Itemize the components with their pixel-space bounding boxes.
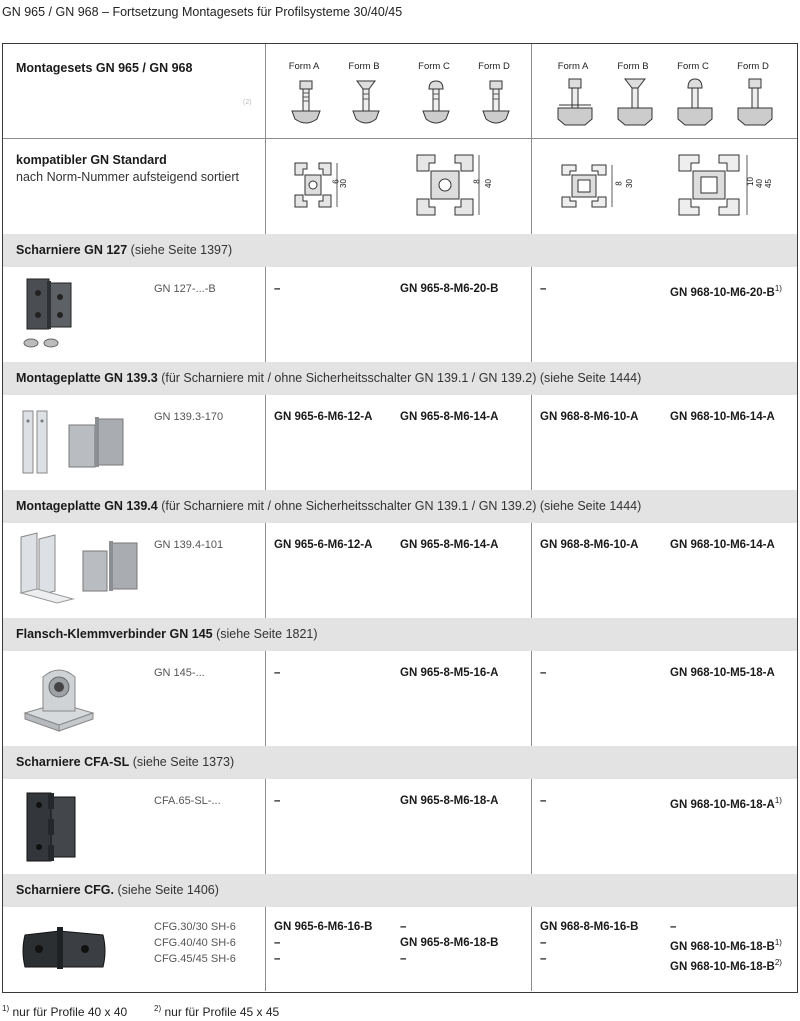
profile-30-slot8-dim-8: 8 <box>614 181 624 186</box>
header-title: Montagesets GN 965 / GN 968 <box>16 61 193 75</box>
form-d-label-968: Form D <box>737 61 769 72</box>
compat-title: kompatibler GN Standard <box>16 153 167 167</box>
gn968-10-code: GN 968-10-M6-14-A <box>670 539 775 551</box>
code-line: GN 968-8-M6-16-B <box>540 921 639 933</box>
gn965-6-code: – <box>274 667 281 679</box>
code-line: GN $968-10-M6-18-B^{1)}$ <box>670 938 782 953</box>
gn965-6-code: – <box>274 283 281 295</box>
form-b-bolt-icon <box>349 79 383 129</box>
gn968-8-code: GN 968-8-M6-10-A <box>540 411 639 423</box>
code-line: – <box>670 921 677 933</box>
form-b-label-968: Form B <box>617 61 649 72</box>
gn968-10-code: GN $968-10-M6-20-B^{1)}$ <box>670 284 782 299</box>
gn965-6-codes <box>274 919 372 967</box>
footnote-mark: 2) <box>154 1004 162 1013</box>
gn968-10-code: GN 968-10-M6-14-A <box>670 411 775 423</box>
gn968-8-code: – <box>540 283 547 295</box>
hinge-image <box>19 917 109 977</box>
compat-subtitle: nach Norm-Nummer aufsteigend sortiert <box>16 170 239 184</box>
article-number: GN 127-...-B <box>154 283 216 295</box>
section-body-cfa-sl <box>3 779 797 873</box>
section-body-cfg <box>3 907 797 991</box>
form-c-tslot-bolt-icon <box>675 77 715 129</box>
header-forms-row <box>3 44 797 138</box>
section-title: Scharniere CFG. <box>16 883 114 897</box>
gn965-8-code: GN 965-8-M6-14-A <box>400 539 499 551</box>
section-note: (für Scharniere mit / ohne Sicherheitsschalter GN 139.1 / GN 139.2) (siehe Seite 1444) <box>161 371 642 385</box>
gn965-8-code: GN 965-8-M5-16-A <box>400 667 499 679</box>
article-numbers <box>154 919 236 967</box>
article-number: CFG.30/30 SH-6 <box>154 921 236 933</box>
footnote-text: nur für Profile 45 x 45 <box>164 1005 280 1019</box>
footnote-ref: 1) <box>774 284 782 293</box>
form-a-bolt-icon <box>289 79 323 129</box>
footnote-ref: 1) <box>774 796 782 805</box>
form-a-tslot-bolt-icon <box>555 77 595 129</box>
profile-45-dim-40: 40 <box>754 179 764 188</box>
section-note: (siehe Seite 1373) <box>132 755 235 769</box>
code-line: – <box>540 937 547 949</box>
gn968-10-codes <box>670 919 782 975</box>
gn965-6-code: GN 965-6-M6-12-A <box>274 539 373 551</box>
form-d-bolt-icon <box>479 79 513 129</box>
section-header-gn139-4 <box>3 490 797 523</box>
article-number: CFA.65-SL-... <box>154 795 221 807</box>
form-c-bolt-icon <box>419 79 453 129</box>
section-title: Scharniere CFA-SL <box>16 755 130 769</box>
gn965-8-code: GN 965-8-M6-20-B <box>400 283 499 295</box>
section-body-gn127 <box>3 267 797 361</box>
section-body-gn139-3 <box>3 395 797 489</box>
gn965-8-code: GN 965-8-M6-14-A <box>400 411 499 423</box>
gn968-8-code: – <box>540 795 547 807</box>
header-profiles-row <box>3 139 797 234</box>
article-number: GN 139.3-170 <box>154 411 224 423</box>
profile-30-slot8-dim-30: 30 <box>624 179 634 188</box>
section-title: Scharniere GN 127 <box>16 243 128 257</box>
profile-40-drawing-icon <box>415 153 485 219</box>
footnote-mark: 1) <box>2 1004 10 1013</box>
gn968-10-code: GN $968-10-M6-18-A^{1)}$ <box>670 796 782 811</box>
gn968-10-code: GN 968-10-M5-18-A <box>670 667 775 679</box>
section-note: (für Scharniere mit / ohne Sicherheitsschalter GN 139.1 / GN 139.2) (siehe Seite 1444) <box>161 499 642 513</box>
mounting-plate-image <box>19 405 139 481</box>
code-line: – <box>400 953 407 965</box>
form-b-tslot-bolt-icon <box>615 77 655 129</box>
gn965-8-codes <box>400 919 498 967</box>
montageset-table <box>2 43 798 993</box>
article-number: CFG.45/45 SH-6 <box>154 953 236 965</box>
section-header-gn139-3 <box>3 362 797 395</box>
section-title: Montageplatte GN 139.4 <box>16 499 158 513</box>
profile-40-dim-8: 8 <box>472 179 482 184</box>
page-title: GN 965 / GN 968 – Fortsetzung Montagesets für Profilsysteme 30/40/45 <box>2 5 403 19</box>
section-header-cfa-sl <box>3 746 797 779</box>
footnote-1 <box>2 1004 127 1019</box>
profile-45-dim-10: 10 <box>745 177 755 186</box>
section-body-gn139-4 <box>3 523 797 617</box>
gn965-8-code: GN 965-8-M6-18-A <box>400 795 499 807</box>
hinge-image <box>21 275 81 351</box>
header-small-mark: (2) <box>243 99 252 106</box>
gn965-6-code: – <box>274 795 281 807</box>
section-body-gn145 <box>3 651 797 745</box>
profile-45-drawing-icon <box>677 153 757 219</box>
footnote-text: nur für Profile 40 x 40 <box>12 1005 128 1019</box>
code-line: GN 965-6-M6-16-B <box>274 921 373 933</box>
profile-30-dim-30: 30 <box>338 179 348 188</box>
code-line: GN $968-10-M6-18-B^{2)}$ <box>670 957 782 973</box>
mounting-plate-image <box>17 529 147 609</box>
section-title: Flansch-Klemmverbinder GN 145 <box>16 627 213 641</box>
section-note: (siehe Seite 1406) <box>117 883 219 897</box>
profile-30-slot8-drawing-icon <box>560 163 620 209</box>
footnote-2 <box>154 1004 279 1019</box>
form-d-tslot-bolt-icon <box>735 77 775 129</box>
footnote-ref: 2) <box>774 957 782 967</box>
form-d-label-965: Form D <box>478 61 510 72</box>
code-line: – <box>400 921 407 933</box>
code-line: – <box>540 953 547 965</box>
profile-40-dim-40: 40 <box>483 179 493 188</box>
form-c-label-965: Form C <box>418 61 450 72</box>
section-header-gn145 <box>3 618 797 651</box>
code-line: – <box>274 937 281 949</box>
section-header-gn127 <box>3 234 797 267</box>
gn965-6-code: GN 965-6-M6-12-A <box>274 411 373 423</box>
flange-clamp-image <box>19 659 99 739</box>
hinge-image <box>21 789 81 865</box>
article-number: CFG.40/40 SH-6 <box>154 937 236 949</box>
article-number: GN 145-... <box>154 667 205 679</box>
section-note: (siehe Seite 1821) <box>216 627 318 641</box>
form-c-label-968: Form C <box>677 61 709 72</box>
article-number: GN 139.4-101 <box>154 539 224 551</box>
gn968-8-code: – <box>540 667 547 679</box>
gn968-8-codes <box>540 919 638 967</box>
code-line: – <box>274 953 281 965</box>
form-a-label-968: Form A <box>557 61 589 72</box>
form-a-label-965: Form A <box>288 61 320 72</box>
code-line: GN 965-8-M6-18-B <box>400 937 499 949</box>
profile-45-dim-45: 45 <box>763 179 773 188</box>
section-note: (siehe Seite 1397) <box>130 243 233 257</box>
form-b-label-965: Form B <box>348 61 380 72</box>
profile-30-dim-6: 6 <box>331 179 341 184</box>
section-title: Montageplatte GN 139.3 <box>16 371 158 385</box>
section-header-cfg <box>3 874 797 907</box>
footnote-ref: 1) <box>774 938 782 947</box>
gn968-8-code: GN 968-8-M6-10-A <box>540 539 639 551</box>
